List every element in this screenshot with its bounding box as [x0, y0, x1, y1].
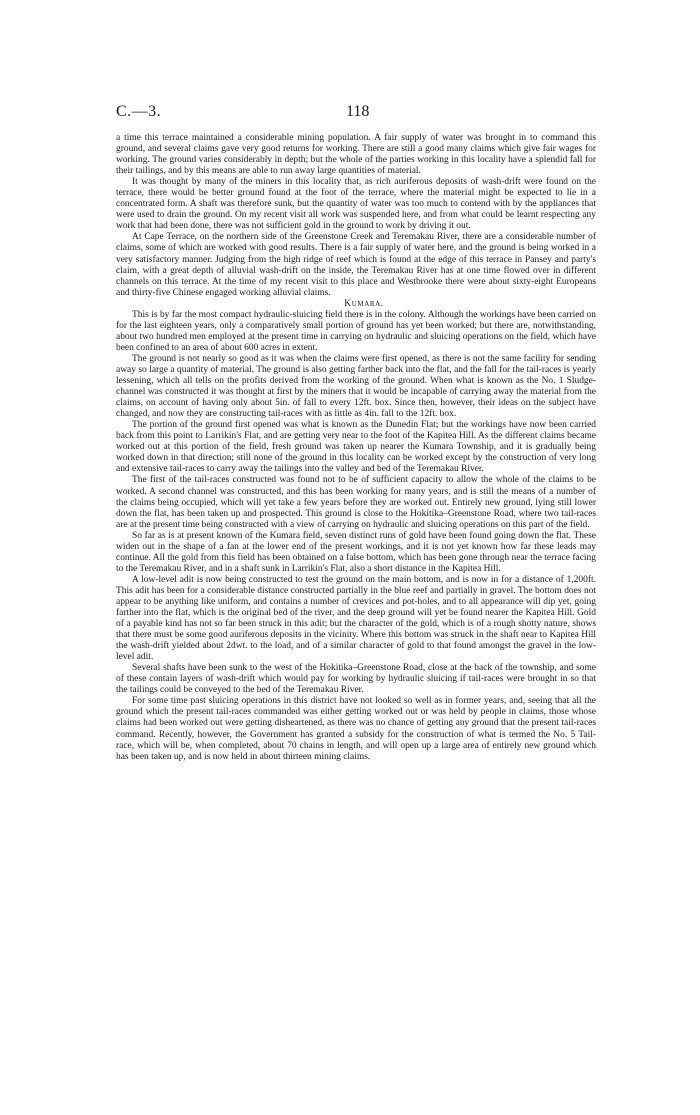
paragraph: a time this terrace maintained a considerable mining population. A fair supply of water was brought in to command this ground, and several claims gave very good returns for working. There are still a good many claims which give fair wages for working. The ground varies considerably in depth; but the whole of the parties working in this locality have a splendid fall for their tailings, and by this means are able to run away large quantities of material. — [116, 133, 596, 177]
paragraph: At Cape Terrace, on the northern side of the Greenstone Creek and Teremakau River, there are a considerable number of claims, some of which are worked with good results. There is a fair supply of water here, and the ground is being worked in a very satisfactory manner. Judging from the high ridge of reef which is found at the edge of this terrace in Pansey and party's claim, with a great depth of alluvial wash-drift on the inside, the Teremakau River has at one time flowed over in different channels on this terrace. At the time of my recent visit to this place and Westbrooke there were about sixty-eight Europeans and thirty-five Chinese engaged working alluvial claims. — [116, 232, 596, 298]
document-reference: C.—3. — [116, 103, 162, 120]
paragraph: This is by far the most compact hydraulic-sluicing field there is in the colony. Although the workings have been carried on for the last eighteen years, only a comparatively small portion of ground has yet been worked; but there are, notwithstanding, about two hundred men employed at the present time in carrying on hydraulic and sluicing operations on the field, which have been confined to an area of about 600 acres in extent. — [116, 309, 596, 353]
page-header — [116, 103, 600, 125]
paragraph: So far as is at present known of the Kumara field, seven distinct runs of gold have been found going down the flat. These widen out in the shape of a fan at the lower end of the present workings, and it is not yet known how far these leads may continue. All the gold from this field has been obtained on a false bottom, which has been gone through near the terrace facing to the Teremakau River, and in a shaft sunk in Larrikin's Flat, also a short distance in the Kapitea Hill. — [116, 530, 596, 574]
paragraph: The portion of the ground first opened was what is known as the Dunedin Flat; but the workings have now been carried back from this point to Larrikin's Flat, and are getting very near to the foot of the Kapitea Hill. As the different claims became worked out at this portion of the field, fresh ground was taken up nearer the Kumara Township, and it is gradually being worked down in that direction; still none of the ground in this locality can be worked except by the construction of very long and extensive tail-races to carry away the tailings into the valley and bed of the Teremakau River. — [116, 420, 596, 475]
paragraph: The first of the tail-races constructed was found not to be of sufficient capacity to allow the whole of the claims to be worked. A second channel was constructed, and this has been working for many years, and is still the means of a number of the claims being occupied, which will yet take a few years before they are worked out. Entirely new ground, lying still lower down the flat, has been taken up and prospected. This ground is close to the Hokitika–Greenstone Road, where two tail-races are at the present time being constructed with a view of carrying on hydraulic and sluicing operations on this part of the field. — [116, 475, 596, 530]
paragraph: For some time past sluicing operations in this district have not looked so well as in former years, and, seeing that all the ground which the present tail-races commanded was either getting worked out or was held by people in claims, those whose claims had been worked out were getting disheartened, as there was no chance of getting any ground that the present tail-races command. Recently, however, the Government has granted a subsidy for the construction of what is termed the No. 5 Tail-race, which will be, when completed, about 70 chains in length, and will open up a large area of entirely new ground which has been taken up, and is now held in about thirteen mining claims. — [116, 696, 596, 762]
paragraph: Several shafts have been sunk to the west of the Hokitika–Greenstone Road, close at the back of the township, and some of these contain layers of wash-drift which would pay for working by hydraulic sluicing if tail-races were brought in so that the tailings could be conveyed to the bed of the Teremakau River. — [116, 663, 596, 696]
paragraph: The ground is not nearly so good as it was when the claims were first opened, as there is not the same facility for sending away so large a quantity of material. The ground is also getting farther back into the flat, and the fall for the tail-races is yearly lessening, which all tells on the profits derived from the working of the ground. When what is known as the No. 1 Sludge-channel was constructed it was thought at first by the miners that it would be incapable of carrying away the material from the claims, on account of having only about 5in. of fall to every 12ft. box. Since then, however, their ideas on the subject have changed, and now they are constructing tail-races with as little as 4in. fall to the 12ft. box. — [116, 353, 596, 420]
section-heading-kumara: Kumara. — [344, 298, 384, 309]
paragraph: It was thought by many of the miners in this locality that, as rich auriferous deposits of wash-drift were found on the terrace, there would be better ground found at the foot of the terrace, where the material might be expected to lie in a concentrated form. A shaft was therefore sunk, but the quantity of water was too much to contend with by the appliances that were used to drain the ground. On my recent visit all work was suspended here, and from what could be learnt respecting any work that had been done, there was not sufficient gold in the ground to work by driving it out. — [116, 177, 596, 232]
body-text — [116, 133, 596, 763]
page-number: 118 — [346, 103, 370, 120]
paragraph: A low-level adit is now being constructed to test the ground on the main bottom, and is now in for a distance of 1,200ft. This adit has been for a considerable distance constructed partially in the blue reef and partially in gravel. The bottom does not appear to be anything like uniform, and contains a number of crevices and pot-holes, and to all appearance will dip yet, going farther into the flat, which is the original bed of the river, and the deep ground will yet be found nearer the Kapitea Hill. Gold of a payable kind has not so far been struck in this adit; but the character of the gold, which is of a rough shotty nature, shows that there must be some good auriferous deposits in the vicinity. Where this bottom was struck in the shaft near to Kapitea Hill the wash-drift yielded about 2dwt. to the load, and of a similar character of gold to that found amongst the gravel in the low-level adit. — [116, 574, 596, 663]
